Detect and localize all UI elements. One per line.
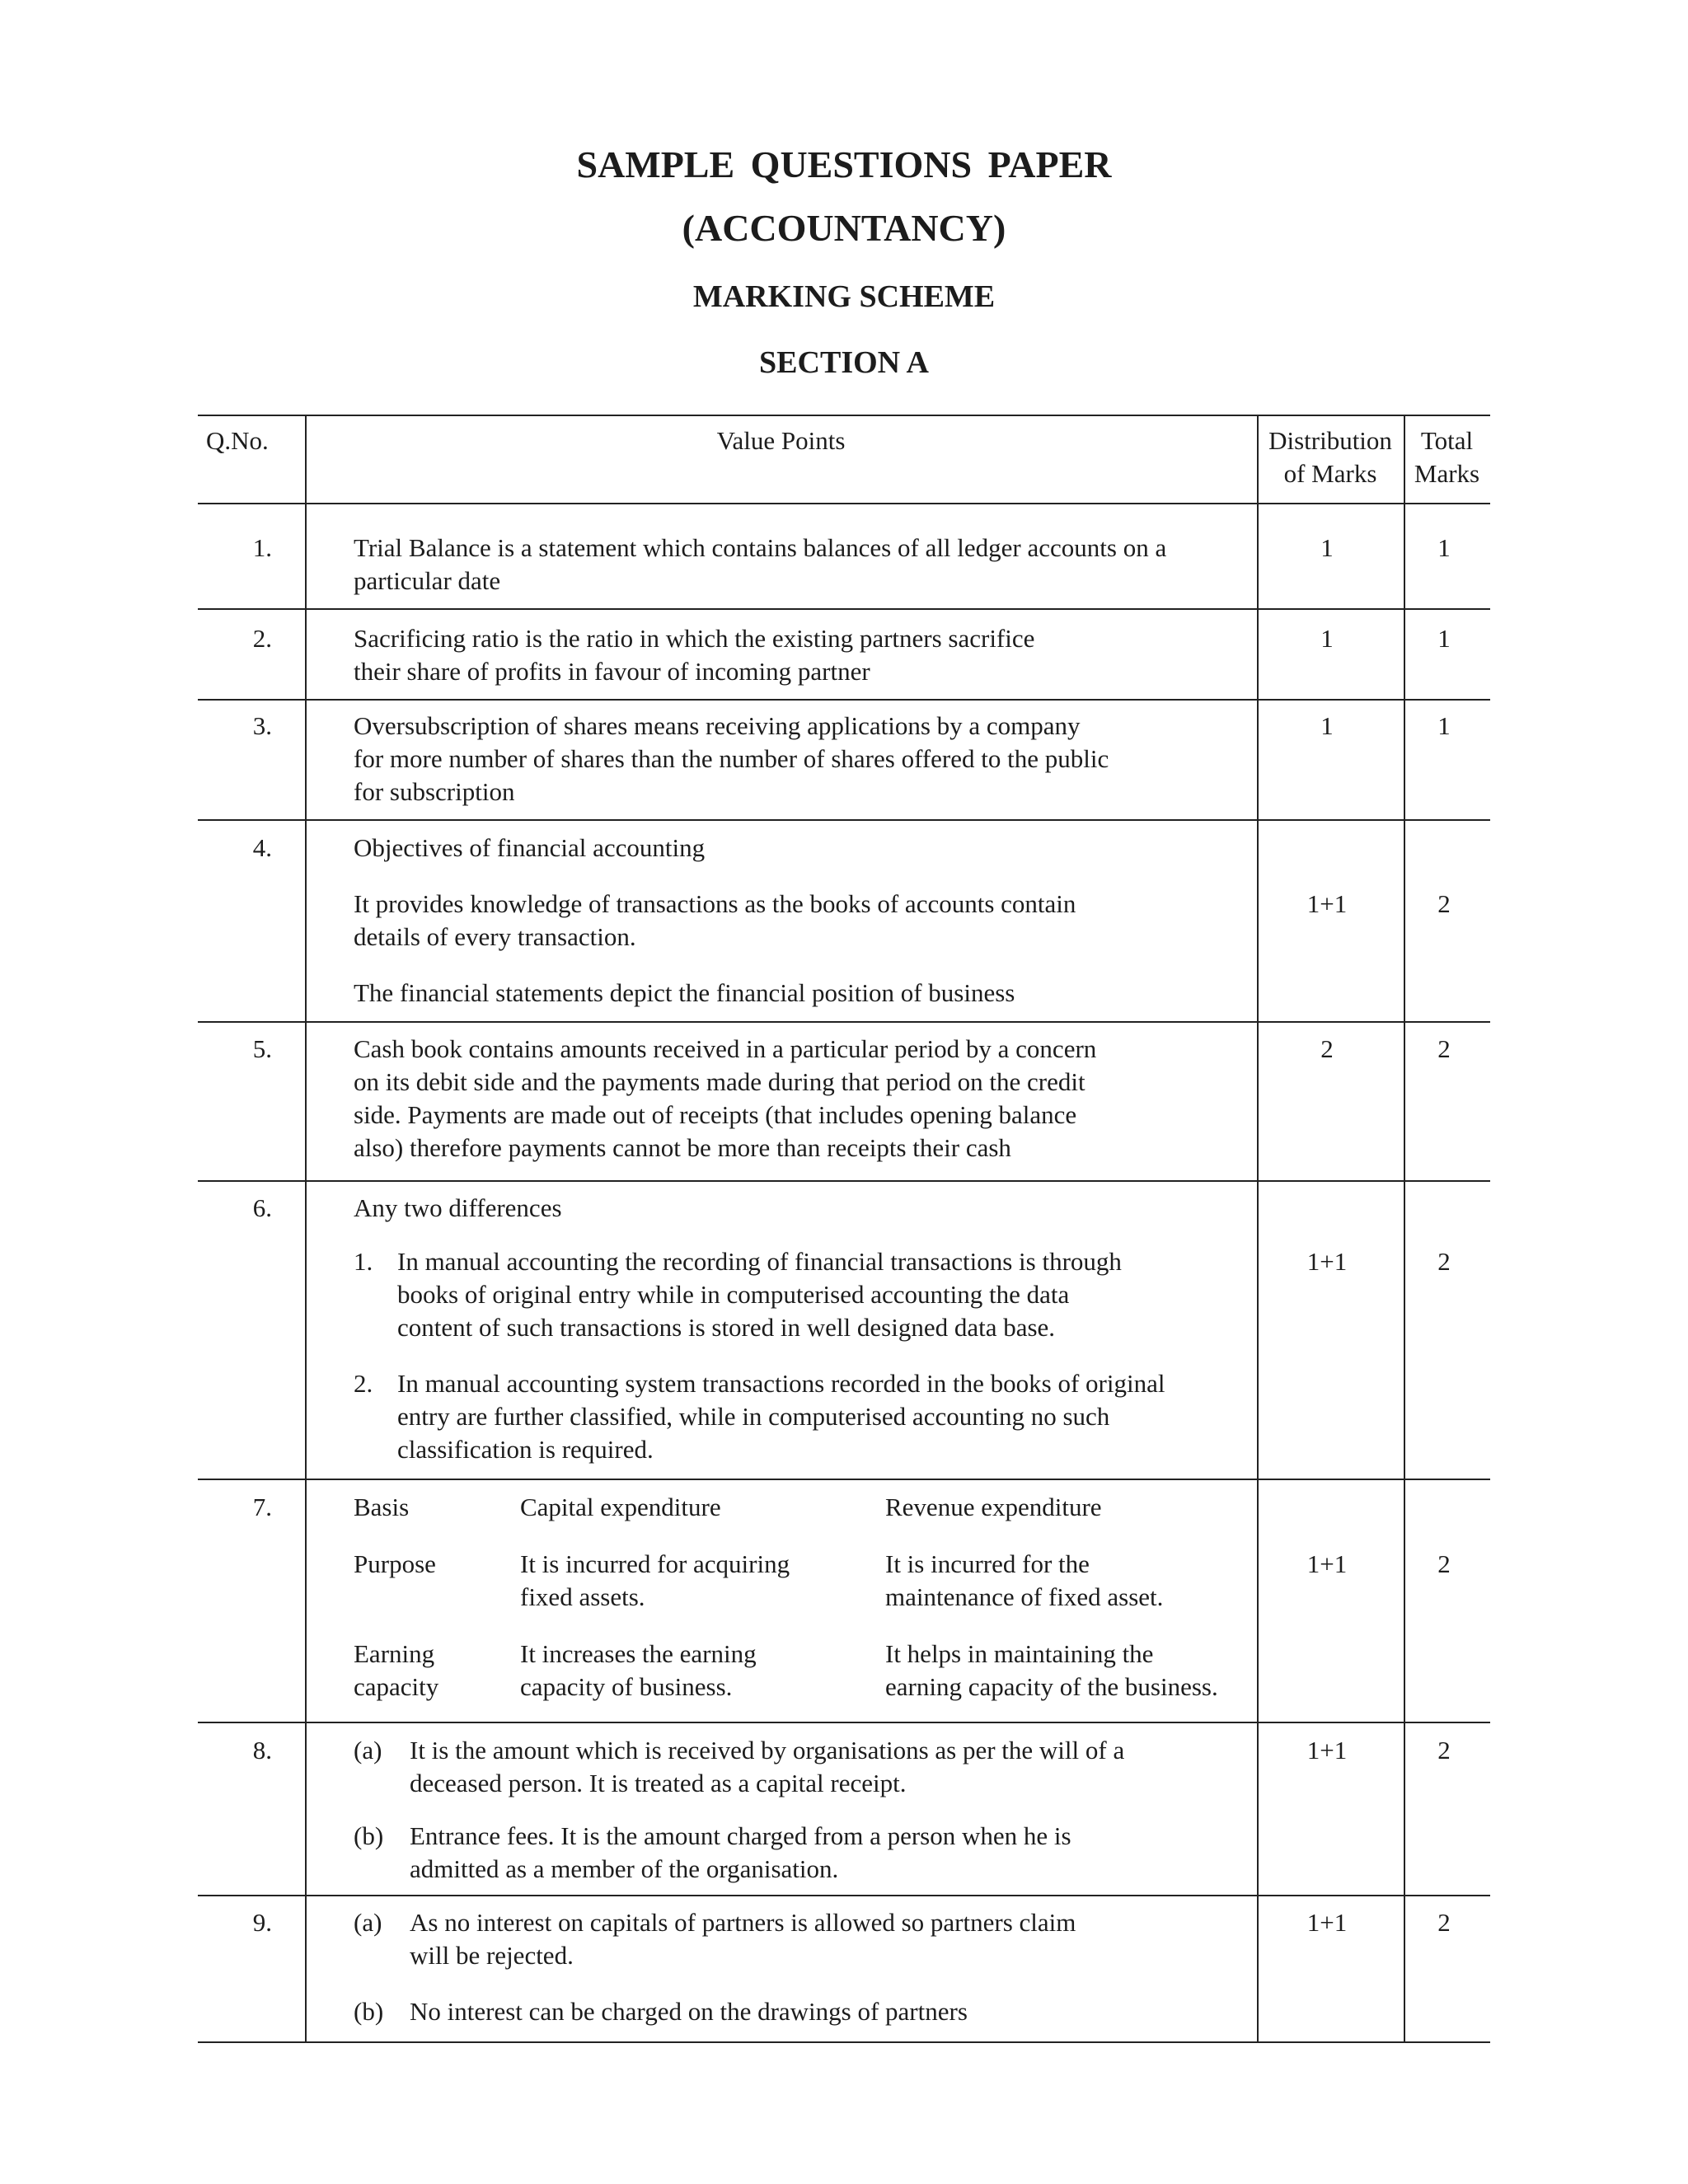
list-item: (b) Entrance fees. It is the amount charged from a person when he is admitted as a member of the organisation. (354, 1821, 1071, 1883)
list-item: (a) It is the amount which is received by organisations as per the will of a deceased person. It is treated as a capital receipt. (354, 1736, 1125, 1797)
row-divider (198, 1479, 1490, 1480)
column-divider (1404, 415, 1405, 2041)
row-divider (198, 608, 1490, 610)
column-header-value-points: Value Points (716, 426, 846, 455)
paper-title: SAMPLE QUESTIONS PAPER (576, 143, 1112, 185)
comparison-revenue-earning: It helps in maintaining the earning capacity of the business. (885, 1639, 1218, 1701)
question-number: 8. (252, 1736, 272, 1765)
total-marks: 2 (1437, 1908, 1451, 1937)
distribution-marks: 1+1 (1306, 889, 1348, 918)
column-divider (305, 504, 307, 2041)
list-item: 1. In manual accounting the recording of financial transactions is through books of original entry while in computerised accounting the data content of such transactions is stored in well designed data base. (354, 1247, 1122, 1342)
total-marks: 2 (1437, 1549, 1451, 1578)
total-marks: 2 (1437, 889, 1451, 918)
question-number: 1. (252, 533, 272, 562)
row-divider (198, 819, 1490, 821)
value-points (354, 1906, 1277, 2028)
list-item: 2. In manual accounting system transactions recorded in the books of original entry are further classified, while in computerised accounting no such classification is required. (354, 1369, 1165, 1464)
distribution-marks: 1 (1320, 711, 1334, 740)
section-heading: SECTION A (759, 345, 929, 380)
row-divider (198, 1895, 1490, 1896)
column-header-distribution: Distribution of Marks (1268, 426, 1392, 488)
comparison-revenue-purpose: It is incurred for the maintenance of fixed asset. (885, 1549, 1164, 1611)
question-number: 7. (252, 1493, 272, 1521)
comparison-capital-purpose: It is incurred for acquiring fixed assets. (520, 1549, 790, 1611)
comparison-header-capital: Capital expenditure (520, 1493, 721, 1521)
row-heading: Objectives of financial accounting (354, 833, 706, 862)
comparison-basis-earning: Earning capacity (354, 1639, 439, 1701)
distribution-marks: 1+1 (1306, 1736, 1348, 1765)
value-points (354, 832, 1277, 1010)
total-marks: 1 (1437, 624, 1451, 653)
table-bottom-rule (198, 2041, 1490, 2043)
question-number: 3. (252, 711, 272, 740)
comparison-table (354, 1491, 1277, 1713)
total-marks: 1 (1437, 711, 1451, 740)
total-marks: 2 (1437, 1034, 1451, 1063)
header-bottom-rule (198, 503, 1490, 504)
comparison-header-revenue: Revenue expenditure (885, 1493, 1102, 1521)
table-top-rule (198, 415, 1490, 416)
distribution-marks: 1 (1320, 533, 1334, 562)
column-header-total: Total Marks (1414, 426, 1480, 488)
row-heading: Any two differences (354, 1193, 562, 1222)
list-item: (b) No interest can be charged on the drawings of partners (354, 1997, 968, 2026)
value-points: Sacrificing ratio is the ratio in which the existing partners sacrifice their share of profits in favour of incoming partner (354, 624, 1035, 686)
distribution-marks: 1 (1320, 624, 1334, 653)
column-header-qno: Q.No. (206, 426, 269, 455)
total-marks: 2 (1437, 1247, 1451, 1276)
total-marks: 1 (1437, 533, 1451, 562)
paper-subject: (ACCOUNTANCY) (682, 207, 1006, 249)
comparison-header-basis: Basis (354, 1493, 410, 1521)
value-points: Oversubscription of shares means receiving applications by a company for more number of shares than the number of shares offered to the public for subscription (354, 711, 1109, 806)
comparison-capital-earning: It increases the earning capacity of business. (520, 1639, 757, 1701)
distribution-marks: 1+1 (1306, 1247, 1348, 1276)
distribution-marks: 1+1 (1306, 1908, 1348, 1937)
question-number: 9. (252, 1908, 272, 1937)
value-points (354, 1734, 1277, 1886)
paragraph: It provides knowledge of transactions as the books of accounts contain details of every transaction. (354, 889, 1076, 951)
row-divider (198, 699, 1490, 701)
distribution-marks: 2 (1320, 1034, 1334, 1063)
comparison-basis-purpose: Purpose (354, 1549, 436, 1578)
row-divider (198, 1722, 1490, 1723)
question-number: 6. (252, 1193, 272, 1222)
paragraph: The financial statements depict the financial position of business (354, 978, 1015, 1007)
value-points: Trial Balance is a statement which contains balances of all ledger accounts on a particular date (354, 533, 1167, 595)
total-marks: 2 (1437, 1736, 1451, 1765)
marking-scheme-heading: MARKING SCHEME (692, 279, 996, 314)
row-divider (198, 1180, 1490, 1182)
value-points (354, 1192, 1277, 1466)
row-divider (198, 1021, 1490, 1023)
question-number: 5. (252, 1034, 272, 1063)
value-points: Cash book contains amounts received in a particular period by a concern on its debit side and the payments made during that period on the credit side. Payments are made out of receipts (that includes opening balance also) therefore payments cannot be more than receipts their cash (354, 1034, 1097, 1162)
list-item: (a) As no interest on capitals of partners is allowed so partners claim will be rejected. (354, 1908, 1076, 1970)
question-number: 2. (252, 624, 272, 653)
distribution-marks: 1+1 (1306, 1549, 1348, 1578)
question-number: 4. (252, 833, 272, 862)
